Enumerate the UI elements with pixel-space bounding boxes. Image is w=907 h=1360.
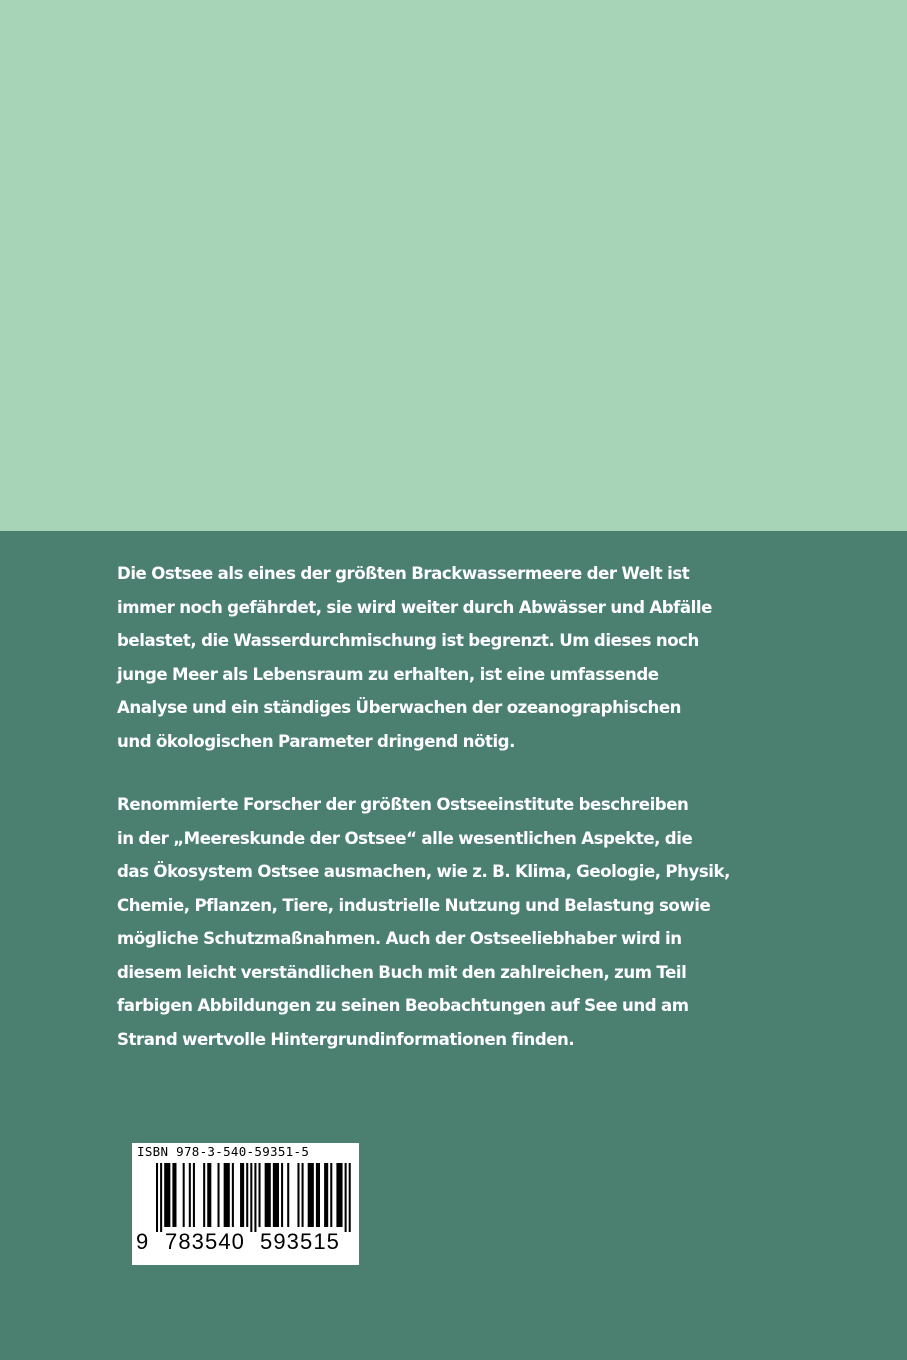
barcode-bar bbox=[183, 1163, 185, 1227]
barcode-bar bbox=[193, 1163, 195, 1227]
barcode-bar bbox=[336, 1163, 342, 1227]
ean-right-digits: 593515 bbox=[260, 1229, 341, 1254]
ean-left-digits: 783540 bbox=[165, 1229, 246, 1254]
barcode-bar bbox=[273, 1163, 279, 1227]
barcode-bar bbox=[164, 1163, 170, 1227]
isbn-barcode bbox=[132, 1143, 359, 1265]
blurb-paragraph-2: Renommierte Forscher der größten Ostseeinstitute beschreiben in der „Meereskunde der Ostsee“ alle wesentlichen Aspekte, die das Ökosystem Ostsee ausmachen, wie z. B. Klima, Geologie, Physik, Chemie, Pflanzen, Tiere, industrielle Nutzung und Belastung sowie mögliche Schutzmaßnahmen. Auch der Ostseeliebhaber wird in diesem leicht verständlichen Buch mit den zahlreichen, zum Teil farbigen Abbildungen zu seinen Beobachtungen auf See und am Strand wertvolle Hintergrundinformationen finden. bbox=[117, 795, 730, 1049]
barcode-bar bbox=[324, 1163, 328, 1227]
barcode-bar bbox=[308, 1163, 314, 1227]
barcode-bar bbox=[203, 1163, 205, 1227]
barcode-bar bbox=[259, 1163, 261, 1227]
barcode-bar bbox=[172, 1163, 176, 1227]
barcode-bars-icon bbox=[132, 1161, 359, 1233]
barcode-bar bbox=[218, 1163, 220, 1227]
ean-first-digit: 9 bbox=[136, 1229, 149, 1254]
barcode-bar bbox=[287, 1163, 289, 1227]
barcode-bar bbox=[246, 1163, 248, 1227]
barcode-bar bbox=[316, 1163, 320, 1227]
barcode-bar bbox=[302, 1163, 304, 1227]
barcode-bar bbox=[330, 1163, 332, 1227]
barcode-bar bbox=[156, 1163, 158, 1232]
barcode-bar bbox=[265, 1163, 271, 1227]
barcode-bar bbox=[349, 1163, 351, 1232]
barcode-bar bbox=[345, 1163, 347, 1232]
barcode-bar bbox=[254, 1163, 256, 1232]
isbn-label: ISBN 978-3-540-59351-5 bbox=[137, 1144, 310, 1159]
barcode-bar bbox=[224, 1163, 230, 1227]
barcode-bar bbox=[250, 1163, 252, 1232]
barcode-bar bbox=[232, 1163, 234, 1227]
barcode-bar bbox=[240, 1163, 244, 1227]
barcode-bar bbox=[160, 1163, 162, 1232]
barcode-bar bbox=[207, 1163, 211, 1227]
cover-top-panel bbox=[0, 0, 907, 531]
barcode-bar bbox=[281, 1163, 283, 1227]
barcode-bar bbox=[297, 1163, 299, 1227]
barcode-bar bbox=[189, 1163, 191, 1227]
blurb-paragraph-1: Die Ostsee als eines der größten Brackwassermeere der Welt ist immer noch gefährdet, sie wird weiter durch Abwässer und Abfälle belastet, die Wasserdurchmischung ist begrenzt. Um dieses noch junge Meer als Lebensraum zu erhalten, ist eine umfassende Analyse und ein ständiges Überwachen der ozeanographischen und ökologischen Parameter dringend nötig. bbox=[117, 564, 712, 751]
